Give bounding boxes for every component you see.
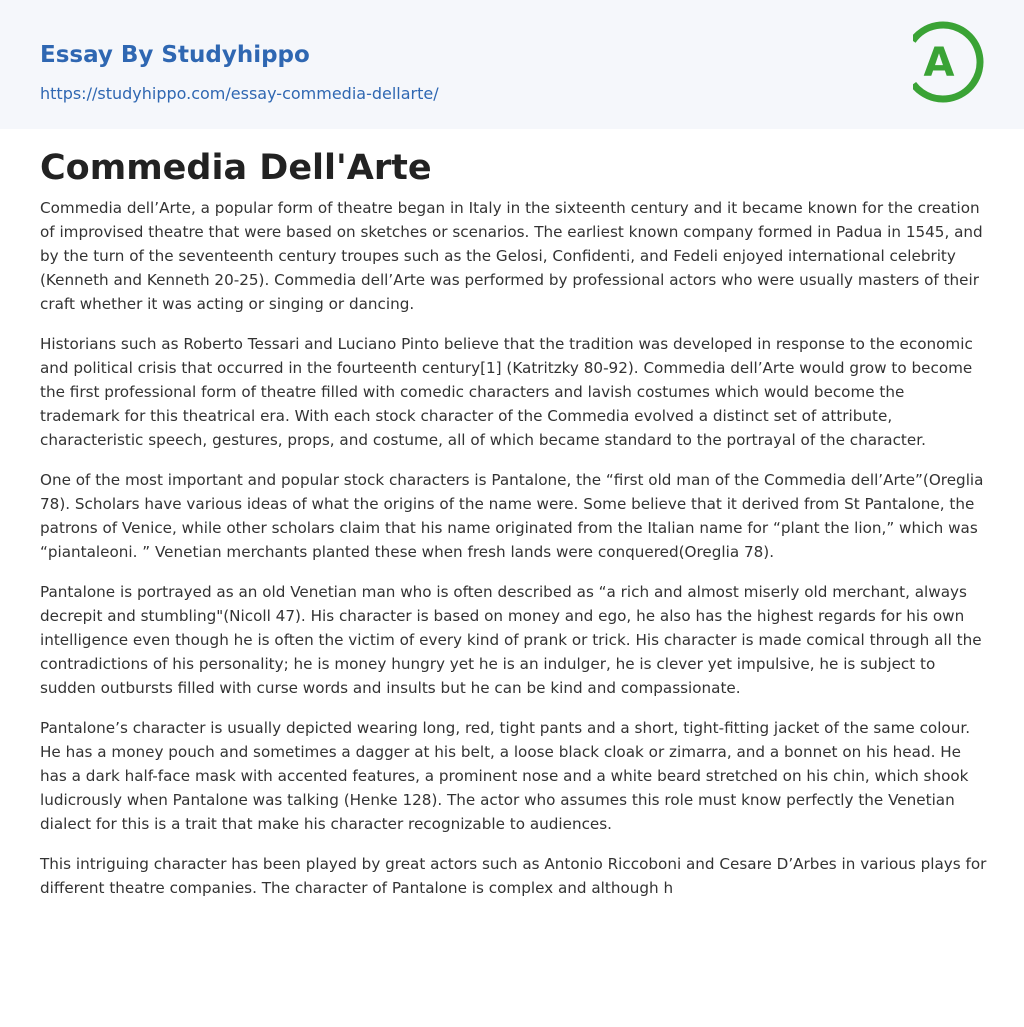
paragraph-1: Commedia dell’Arte, a popular form of theatre began in Italy in the sixteenth century and it became known for the creation of improvised theatre that were based on sketches or scenarios. The earliest known company formed in Padua in 1545, and by the turn of the seventeenth century troupes such as the Gelosi, Confidenti, and Fedeli enjoyed international celebrity (Kenneth and Kenneth 20-25). Commedia dell’Arte was performed by professional actors who were usually masters of their craft whether it was acting or singing or dancing. [40, 199, 983, 313]
site-brand[interactable]: Essay By Studyhippo [40, 42, 310, 68]
paragraph-3: One of the most important and popular stock characters is Pantalone, the “first old man of the Commedia dell’Arte”(Oreglia 78). Scholars have various ideas of what the origins of the name were. Some believe that it derived from St Pantalone, the patrons of Venice, while other scholars claim that his name originated from the Italian name for “plant the lion,” which was “piantaleoni. ” Venetian merchants planted these when fresh lands were conquered(Oreglia 78). [40, 471, 984, 561]
studyhippo-logo[interactable] [913, 20, 985, 104]
site-header [0, 0, 1024, 129]
logo-letter: A [923, 40, 955, 86]
paragraph-2: Historians such as Roberto Tessari and Luciano Pinto believe that the tradition was developed in response to the economic and political crisis that occurred in the fourteenth century[1] (Katritzky 80-92). Commedia dell’Arte would grow to become the first professional form of theatre filled with comedic characters and lavish costumes which would become the trademark for this theatrical era. With each stock character of the Commedia evolved a distinct set of attribute, characteristic speech, gestures, props, and costume, all of which became standard to the portrayal of the character. [40, 335, 973, 449]
essay-url-link[interactable]: https://studyhippo.com/essay-commedia-dellarte/ [40, 84, 439, 103]
paragraph-4: Pantalone is portrayed as an old Venetian man who is often described as “a rich and almost miserly old merchant, always decrepit and stumbling"(Nicoll 47). His character is based on money and ego, he also has the highest regards for his own intelligence even though he is often the victim of every kind of prank or trick. His character is made comical through all the contradictions of his personality; he is money hungry yet he is an indulger, he is clever yet impulsive, he is subject to sudden outbursts filled with curse words and insults but he can be kind and compassionate. [40, 583, 982, 697]
article-title: Commedia Dell'Arte [40, 148, 432, 188]
logo-a-icon [913, 20, 985, 104]
paragraph-6: This intriguing character has been played by great actors such as Antonio Riccoboni and Cesare D’Arbes in various plays for different theatre companies. The character of Pantalone is complex and although h [40, 855, 987, 897]
article [40, 146, 988, 916]
paragraph-5: Pantalone’s character is usually depicted wearing long, red, tight pants and a short, tight-fitting jacket of the same colour. He has a money pouch and sometimes a dagger at his belt, a loose black cloak or zimarra, and a bonnet on his head. He has a dark half-face mask with accented features, a prominent nose and a white beard stretched on his chin, which shook ludicrously when Pantalone was talking (Henke 128). The actor who assumes this role must know perfectly the Venetian dialect for this is a trait that make his character recognizable to audiences. [40, 719, 971, 833]
